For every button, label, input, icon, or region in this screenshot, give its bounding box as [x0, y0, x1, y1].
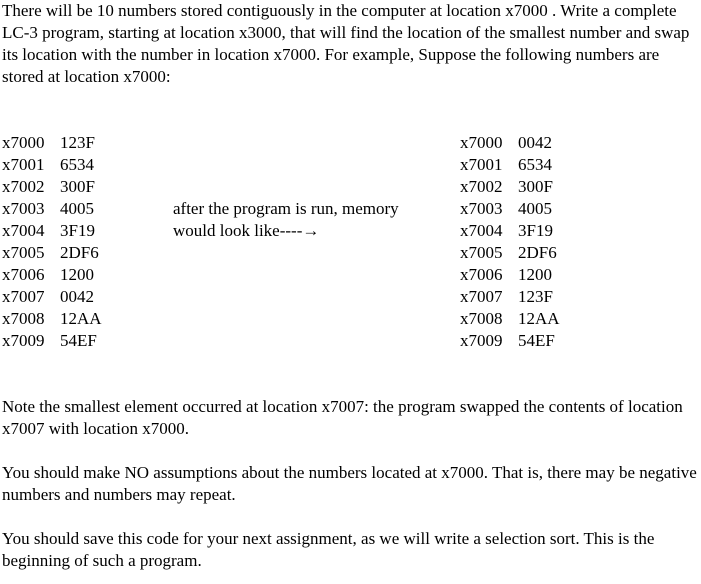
memory-value: 300F: [518, 177, 553, 196]
memory-value: 4005: [518, 199, 552, 218]
memory-address: x7005: [2, 243, 45, 262]
memory-value: 2DF6: [60, 243, 99, 262]
memory-value: 3F19: [518, 221, 553, 240]
memory-row: [460, 330, 560, 352]
memory-row: [2, 286, 102, 308]
memory-address: x7008: [2, 309, 45, 328]
memory-row: [460, 132, 560, 154]
memory-value: 0042: [518, 133, 552, 152]
memory-value: 123F: [60, 133, 95, 152]
memory-address: x7004: [460, 221, 503, 240]
memory-value: 4005: [60, 199, 94, 218]
memory-address: x7009: [2, 331, 45, 350]
memory-row: [460, 308, 560, 330]
memory-row: [460, 264, 560, 286]
memory-row: [460, 286, 560, 308]
memory-row: [460, 154, 560, 176]
memory-row: [460, 242, 560, 264]
memory-value: 12AA: [518, 309, 560, 328]
memory-value: 3F19: [60, 221, 95, 240]
memory-row: [460, 198, 560, 220]
transition-note: [173, 198, 399, 242]
memory-row: [2, 220, 102, 242]
memory-address: x7004: [2, 221, 45, 240]
transition-note-line-2: would look like----→: [173, 221, 320, 240]
memory-address: x7002: [2, 177, 45, 196]
assumptions-paragraph: You should make NO assumptions about the numbers located at x7000. That is, there may be negative numbers and numbers may repeat.: [2, 463, 697, 504]
memory-address: x7007: [460, 287, 503, 306]
memory-address: x7003: [2, 199, 45, 218]
memory-row: [2, 176, 102, 198]
memory-address: x7006: [2, 265, 45, 284]
save-code-paragraph: You should save this code for your next assignment, as we will write a selection sort. This is the beginning of such a program.: [2, 529, 655, 570]
memory-address: x7009: [460, 331, 503, 350]
memory-value: 6534: [518, 155, 552, 174]
memory-address: x7001: [460, 155, 503, 174]
memory-address: x7002: [460, 177, 503, 196]
memory-value: 300F: [60, 177, 95, 196]
memory-address: x7006: [460, 265, 503, 284]
memory-row: [2, 154, 102, 176]
memory-value: 123F: [518, 287, 553, 306]
memory-value: 2DF6: [518, 243, 557, 262]
swap-note-paragraph: Note the smallest element occurred at location x7007: the program swapped the contents of location x7007 with location x7000.: [2, 397, 683, 438]
memory-address: x7008: [460, 309, 503, 328]
memory-before-list: [2, 132, 102, 352]
memory-row: [460, 220, 560, 242]
memory-row: [460, 176, 560, 198]
memory-address: x7001: [2, 155, 45, 174]
intro-paragraph: There will be 10 numbers stored contiguously in the computer at location x7000 . Write a complete LC-3 program, starting at location x3000, that will find the location of the smallest number and swap its location with the number in location x7000. For example, Suppose the following numbers are stored at location x7000:: [2, 1, 690, 86]
memory-row: [2, 330, 102, 352]
memory-row: [2, 198, 102, 220]
memory-address: x7005: [460, 243, 503, 262]
memory-value: 0042: [60, 287, 94, 306]
memory-address: x7000: [2, 133, 45, 152]
memory-after-list: [460, 132, 560, 352]
memory-row: [2, 242, 102, 264]
memory-address: x7000: [460, 133, 503, 152]
memory-value: 1200: [518, 265, 552, 284]
memory-value: 54EF: [60, 331, 97, 350]
memory-value: 54EF: [518, 331, 555, 350]
memory-row: [2, 308, 102, 330]
transition-note-line-1: after the program is run, memory: [173, 199, 399, 218]
memory-row: [2, 264, 102, 286]
memory-row: [2, 132, 102, 154]
memory-value: 6534: [60, 155, 94, 174]
memory-value: 12AA: [60, 309, 102, 328]
memory-address: x7003: [460, 199, 503, 218]
memory-value: 1200: [60, 265, 94, 284]
memory-address: x7007: [2, 287, 45, 306]
